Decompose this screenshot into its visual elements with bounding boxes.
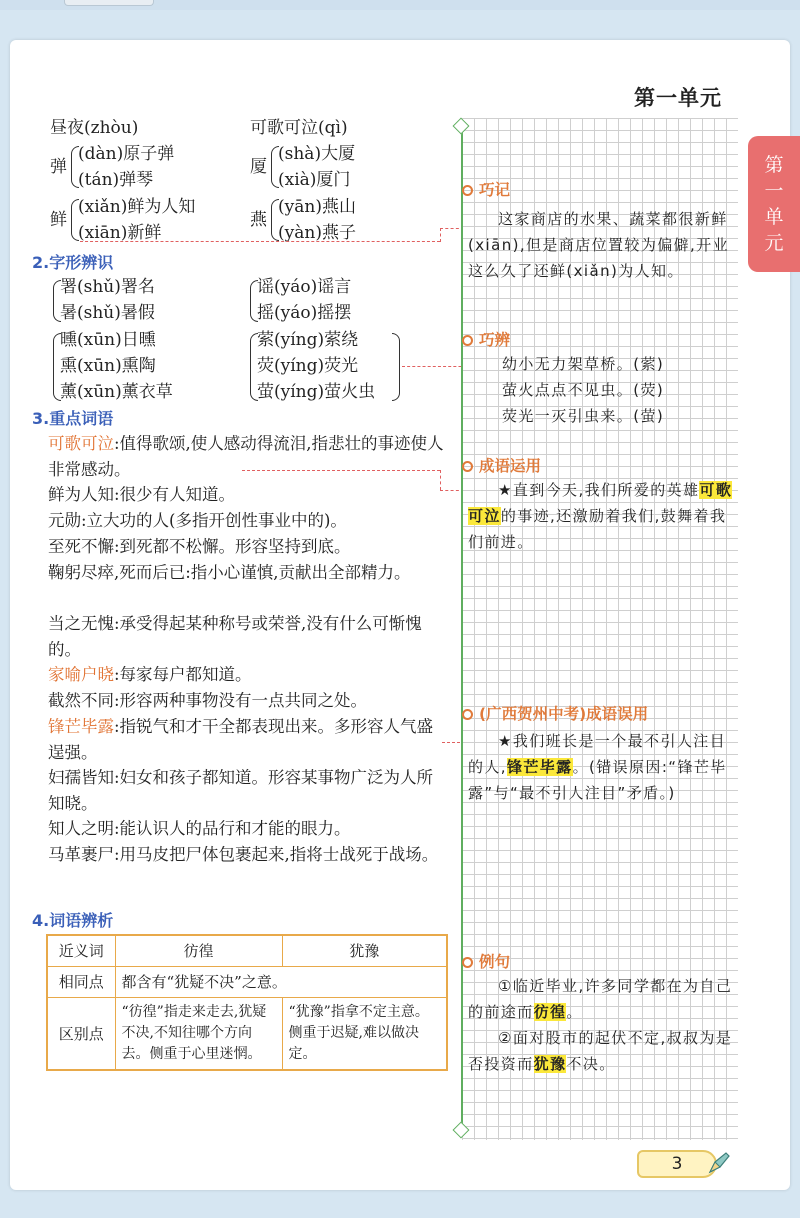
poly-char-dan: 弹 (50, 157, 67, 177)
definition-text: 截然不同:形容两种事物没有一点共同之处。 (48, 691, 368, 710)
definition-text: 元勋:立大功的人(多指开创性事业中的)。 (48, 511, 347, 530)
unit-side-tab (748, 136, 800, 272)
highlight-term: 锋芒毕露 (506, 758, 573, 776)
connector-line (242, 470, 440, 471)
note-text (468, 1025, 736, 1077)
glyph-xun3: 薰(xūn)薰衣草 (60, 382, 173, 402)
note-text (468, 973, 736, 1025)
poly-char-yan: 燕 (250, 210, 267, 230)
note-text (502, 351, 732, 429)
definition-text: 鲜为人知:很少有人知道。 (48, 485, 236, 504)
reading-xia: (xià)厦门 (278, 170, 351, 190)
note-text-part: 。(错误原因:“锋芒毕露”与“最不引人注目”矛盾。) (468, 758, 727, 802)
circle-bullet-icon (462, 709, 473, 720)
definition-text: 妇孺皆知:妇女和孩子都知道。形容某事物广泛为人所知晓。 (48, 768, 434, 813)
definition-item (48, 431, 448, 482)
table-cell: 区别点 (47, 998, 115, 1071)
side-tab-char: 一 (764, 180, 784, 202)
reading-qi: 可歌可泣(qì) (250, 118, 348, 138)
side-tab-char: 第 (764, 154, 784, 176)
side-tab-char: 元 (764, 232, 784, 254)
poly-char-xian: 鲜 (50, 210, 67, 230)
definition-item (48, 842, 448, 868)
circle-bullet-icon (462, 185, 473, 196)
connector-line (440, 228, 441, 242)
note-title-qiaobian (462, 328, 510, 350)
definition-item (48, 611, 448, 662)
table-header: 彷徨 (115, 935, 282, 967)
highlight-term: 彷徨 (533, 1003, 567, 1021)
highlight-term: 可歌可泣 (468, 481, 733, 525)
note-line: 幼小无力架草桥。(萦) (502, 355, 665, 373)
definition-item (48, 662, 448, 688)
note-title-text: 成语运用 (479, 457, 542, 475)
unit-title: 第一单元 (634, 85, 722, 110)
glyph-ying2: 荧(yíng)荧光 (257, 356, 359, 376)
definition-text: :指锐气和才干全都表现出来。多形容人气盛逞强。 (48, 717, 434, 762)
glyph-xun1: 曛(xūn)日曛 (60, 330, 156, 350)
brace (392, 333, 400, 401)
definition-item (48, 508, 448, 534)
note-title-misuse (462, 702, 648, 724)
definition-item (48, 482, 448, 508)
glyph-shu2: 暑(shǔ)暑假 (60, 303, 155, 323)
definition-text: :值得歌颂,使人感动得流泪,指悲壮的事迹使人非常感动。 (48, 434, 444, 479)
glyph-yao1: 谣(yáo)谣言 (257, 277, 352, 297)
definition-item (48, 816, 448, 842)
grid-border-line (461, 126, 463, 1132)
table-row (47, 935, 447, 967)
reading-xian1: (xiān)新鲜 (78, 223, 162, 243)
note-text-part: 。 (566, 1003, 583, 1021)
reading-sha: (shà)大厦 (278, 144, 356, 164)
reading-yan1: (yān)燕山 (278, 197, 356, 217)
definition-text: 鞠躬尽瘁,死而后已:指小心谨慎,贡献出全部精力。 (48, 563, 411, 582)
book-page (10, 40, 790, 1190)
term-highlight: 可歌可泣 (48, 434, 114, 453)
note-text-part: 的事迹,还激励着我们,鼓舞着我们前进。 (468, 507, 727, 551)
reading-zhou: 昼夜(zhòu) (50, 118, 139, 138)
term-highlight: 家喻户晓 (48, 665, 114, 684)
note-title-text: (广西贺州中考)成语误用 (479, 705, 649, 723)
table-header: 犹豫 (282, 935, 447, 967)
section-title-3: 3.重点词语 (32, 409, 114, 428)
circle-bullet-icon (462, 335, 473, 346)
reading-yan4: (yàn)燕子 (278, 223, 356, 243)
table-row (47, 967, 447, 998)
note-line: 萤火点点不见虫。(荧) (502, 381, 665, 399)
note-text-part: ★直到今天,我们所爱的英雄 (498, 481, 700, 499)
table-cell: 都含有“犹疑不决”之意。 (115, 967, 447, 998)
table-cell: 相同点 (47, 967, 115, 998)
definition-text: 当之无愧:承受得起某种称号或荣誉,没有什么可惭愧的。 (48, 614, 422, 659)
table-cell: “犹豫”指拿不定主意。侧重于迟疑,难以做决定。 (282, 998, 447, 1071)
connector-line (80, 241, 440, 242)
page-number: 3 (637, 1150, 717, 1178)
connector-line (440, 470, 441, 490)
term-highlight: 锋芒毕露 (48, 717, 114, 736)
top-tab (64, 0, 154, 6)
note-text-part: 不决。 (566, 1055, 616, 1073)
glyph-ying3: 萤(yíng)萤火虫 (257, 382, 376, 402)
circle-bullet-icon (462, 957, 473, 968)
circle-bullet-icon (462, 461, 473, 472)
note-title-usage (462, 454, 541, 476)
pen-icon (706, 1150, 732, 1176)
definition-item (48, 765, 448, 816)
definition-text: 至死不懈:到死都不松懈。形容坚持到底。 (48, 537, 351, 556)
note-title-qiaoji (462, 178, 510, 200)
poly-char-sha: 厦 (250, 157, 267, 177)
section-title-4: 4.词语辨析 (32, 911, 114, 930)
top-strip (0, 0, 800, 10)
glyph-ying1: 萦(yíng)萦绕 (257, 330, 359, 350)
reading-tan: (tán)弹琴 (78, 170, 154, 190)
definition-text: :每家每户都知道。 (114, 665, 252, 684)
note-text (468, 477, 736, 555)
table-header: 近义词 (47, 935, 115, 967)
section-title-2: 2.字形辨识 (32, 253, 114, 272)
note-line: 荧光一灭引虫来。(萤) (502, 407, 665, 425)
reading-dan: (dàn)原子弹 (78, 144, 175, 164)
note-title-text: 巧记 (479, 181, 511, 199)
note-title-text: 例句 (479, 953, 511, 971)
glyph-shu1: 署(shǔ)署名 (60, 277, 155, 297)
note-text: 这家商店的水果、蔬菜都很新鲜(xiān),但是商店位置较为偏僻,开业这么久了还鲜(xiǎn)为人知。 (468, 210, 729, 280)
definition-item (48, 688, 448, 714)
note-title-text: 巧辨 (479, 331, 511, 349)
note-text-part: ②面对股市的起伏不定,叔叔为是否投资而 (468, 1029, 733, 1073)
definition-text: 知人之明:能认识人的品行和才能的眼力。 (48, 819, 351, 838)
note-text-part: ★我们班长是一个最不引人注目的人, (468, 732, 727, 776)
glyph-xun2: 熏(xūn)熏陶 (60, 356, 156, 376)
definition-item (48, 714, 448, 765)
side-tab-char: 单 (764, 206, 784, 228)
synonym-table (46, 934, 448, 1071)
table-row (47, 998, 447, 1071)
definition-text: 马革裹尸:用马皮把尸体包裹起来,指将士战死于战场。 (48, 845, 439, 864)
definition-item (48, 534, 448, 560)
note-text-part: ①临近毕业,许多同学都在为自己的前途而 (468, 977, 733, 1021)
note-title-example (462, 950, 510, 972)
note-text (468, 728, 736, 806)
table-cell: “彷徨”指走来走去,犹疑不决,不知往哪个方向去。侧重于心里迷惘。 (115, 998, 282, 1071)
reading-xian3: (xiǎn)鲜为人知 (78, 197, 196, 217)
glyph-yao2: 摇(yáo)摇摆 (257, 303, 352, 323)
definition-item (48, 560, 448, 586)
highlight-term: 犹豫 (533, 1055, 567, 1073)
